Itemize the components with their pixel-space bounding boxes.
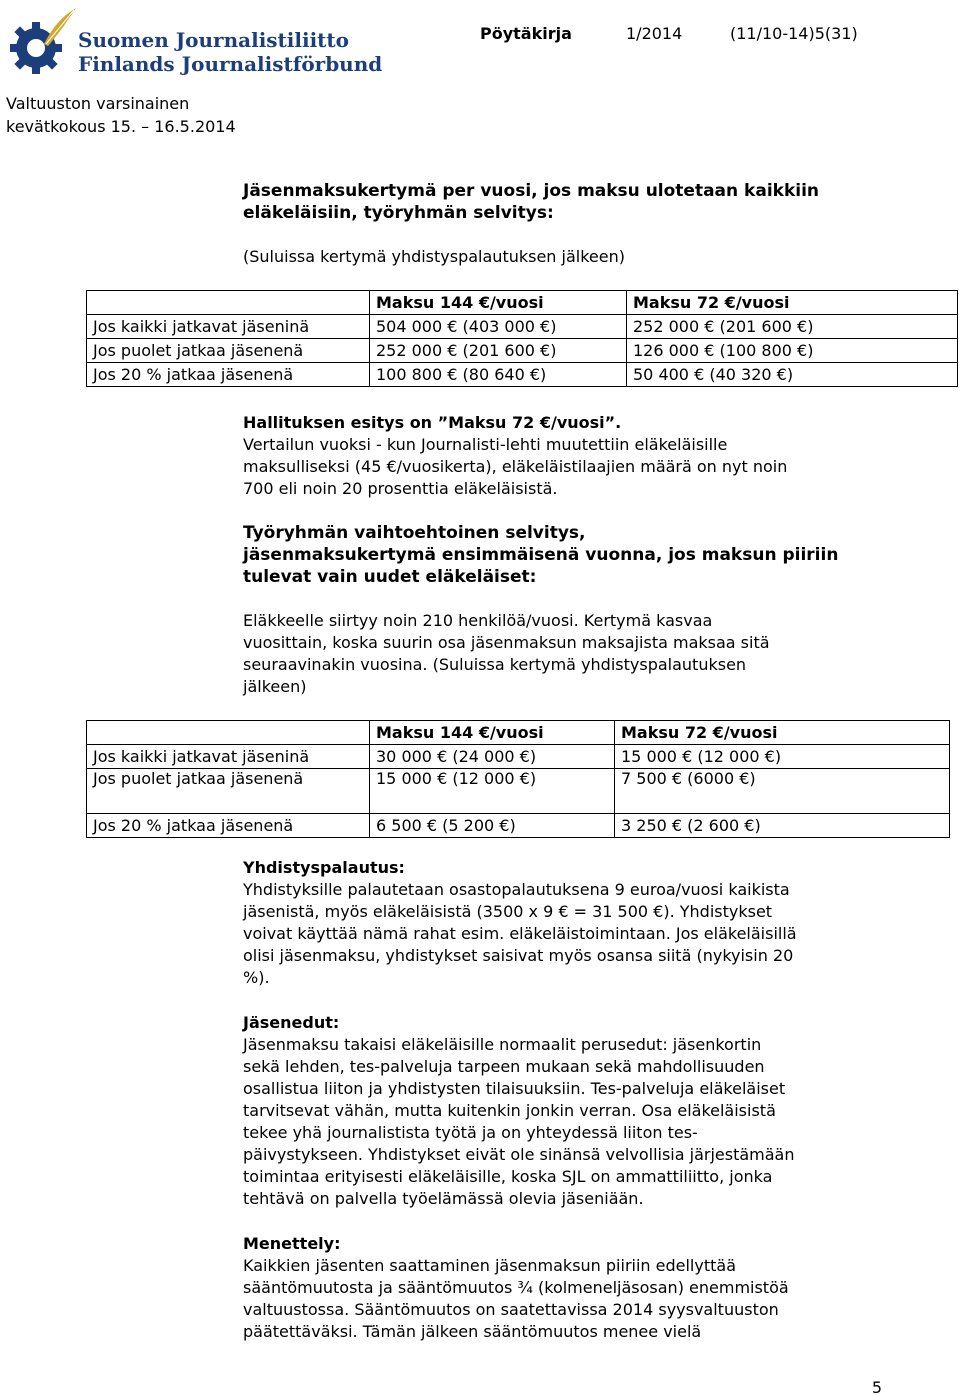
table-fee-all-retirees: [86, 290, 958, 387]
table-header-cell: Maksu 72 €/vuosi: [627, 291, 958, 315]
table-cell: 15 000 € (12 000 €): [370, 769, 615, 814]
section-title-3: Työryhmän vaihtoehtoinen selvitys, jäsenmaksukertymä ensimmäisenä vuonna, jos maksun piiriin tulevat vain uudet eläkeläiset:: [243, 523, 839, 587]
meeting-date: kevätkokous 15. – 16.5.2014: [6, 117, 236, 136]
table-cell: 6 500 € (5 200 €): [370, 814, 615, 838]
table-header-row: [87, 721, 950, 745]
board-proposal: Hallituksen esitys on ”Maksu 72 €/vuosi”. Vertailun vuoksi - kun Journalisti-lehti muutettiin eläkeläisille maksulliseksi (45 €/vuosikerta), eläkeläistilaajien määrä on nyt noin 700 eli noin 20 prosenttia eläkeläisistä.: [243, 412, 923, 500]
section-member-benefits: Jäsenedut: Jäsenmaksu takaisi eläkeläisille normaalit perusedut: jäsenkortin sekä lehden, tes-palveluja tarpeen mukaan sekä mahdollisuuden osallistua liiton ja yhdistysten tilaisuuksiin. Tes-palveluja eläkeläiset tarvitsevat vähän, mutta kuitenkin jonkin verran. Osa eläkeläisistä tekee yhä journalistista työtä ja on yhteydessä liiton tes- päivystykseen. Yhdistykset eivät ole sinänsä velvollisia järjestämään toimintaa erityisesti eläkeläisille, koska SJL on ammattiliitto, jonka tehtävä on palvella työelämässä olevia jäseniään.: [243, 1012, 923, 1210]
logo-emblem-icon: [4, 4, 80, 80]
section-association-refund: Yhdistyspalautus: Yhdistyksille palautetaan osastopalautuksena 9 euroa/vuosi kaikista jäsenistä, myös eläkeläisistä (3500 x 9 € = 31 500 €). Yhdistykset voivat käyttää nämä rahat esim. eläkeläistoimintaan. Jos eläkeläisillä olisi jäsenmaksu, yhdistykset saisivat myös osansa siitä (nykyisin 20 %).: [243, 857, 923, 989]
table-fee-new-retirees: [86, 720, 950, 838]
table-cell: 7 500 € (6000 €): [615, 769, 950, 814]
table-cell: 100 800 € (80 640 €): [370, 363, 627, 387]
section-heading: Yhdistyspalautus:: [243, 858, 405, 877]
table-cell: 3 250 € (2 600 €): [615, 814, 950, 838]
table-cell: 252 000 € (201 600 €): [627, 315, 958, 339]
page-number: 5: [871, 1378, 882, 1397]
table-header-cell: [87, 721, 370, 745]
section-heading: Jäsenedut:: [243, 1013, 340, 1032]
table-cell: Jos 20 % jatkaa jäsenenä: [87, 363, 370, 387]
section-procedure: Menettely: Kaikkien jäsenten saattaminen jäsenmaksun piiriin edellyttää sääntömuutosta ja sääntömuutos ¾ (kolmeneljäsosan) enemmistöä valtuustossa. Sääntömuutos on saatettavissa 2014 syysvaltuuston päätettäväksi. Tämän jälkeen sääntömuutos menee vielä: [243, 1233, 923, 1343]
table-header-cell: Maksu 144 €/vuosi: [370, 291, 627, 315]
section3-body: Eläkkeelle siirtyy noin 210 henkilöä/vuosi. Kertymä kasvaa vuosittain, koska suurin osa jäsenmaksun maksajista maksaa sitä seuraavinakin vuosina. (Suluissa kertymä yhdistyspalautuksen jälkeen): [243, 611, 770, 696]
table-cell: Jos kaikki jatkavat jäseninä: [87, 315, 370, 339]
table-row: [87, 769, 950, 814]
table-cell: Jos puolet jatkaa jäsenenä: [87, 339, 370, 363]
table-row: [87, 814, 950, 838]
section1-note: (Suluissa kertymä yhdistyspalautuksen jälkeen): [243, 247, 625, 266]
org-name-swedish: Finlands Journalistförbund: [78, 52, 383, 76]
table-row: [87, 339, 958, 363]
table-cell: Jos puolet jatkaa jäsenenä: [87, 769, 370, 814]
section-heading: Menettely:: [243, 1234, 341, 1253]
table-row: [87, 315, 958, 339]
table-header-cell: Maksu 144 €/vuosi: [370, 721, 615, 745]
document-reference: (11/10-14)5(31): [730, 24, 858, 43]
table-cell: Jos kaikki jatkavat jäseninä: [87, 745, 370, 769]
table-cell: 126 000 € (100 800 €): [627, 339, 958, 363]
table-cell: Jos 20 % jatkaa jäsenenä: [87, 814, 370, 838]
table-cell: 50 400 € (40 320 €): [627, 363, 958, 387]
document-type: Pöytäkirja: [480, 24, 572, 43]
table-cell: 30 000 € (24 000 €): [370, 745, 615, 769]
section-title-1: Jäsenmaksukertymä per vuosi, jos maksu ulotetaan kaikkiin eläkeläisiin, työryhmän selvitys:: [243, 181, 820, 223]
board-proposal-heading: Hallituksen esitys on ”Maksu 72 €/vuosi”.: [243, 413, 622, 432]
table-cell: 504 000 € (403 000 €): [370, 315, 627, 339]
org-name-finnish: Suomen Journalistiliitto: [78, 28, 349, 52]
table-header-row: [87, 291, 958, 315]
meeting-name: Valtuuston varsinainen: [6, 94, 190, 113]
table-header-cell: [87, 291, 370, 315]
table-row: [87, 745, 950, 769]
table-cell: 15 000 € (12 000 €): [615, 745, 950, 769]
table-cell: 252 000 € (201 600 €): [370, 339, 627, 363]
document-number: 1/2014: [626, 24, 683, 43]
table-row: [87, 363, 958, 387]
table-header-cell: Maksu 72 €/vuosi: [615, 721, 950, 745]
